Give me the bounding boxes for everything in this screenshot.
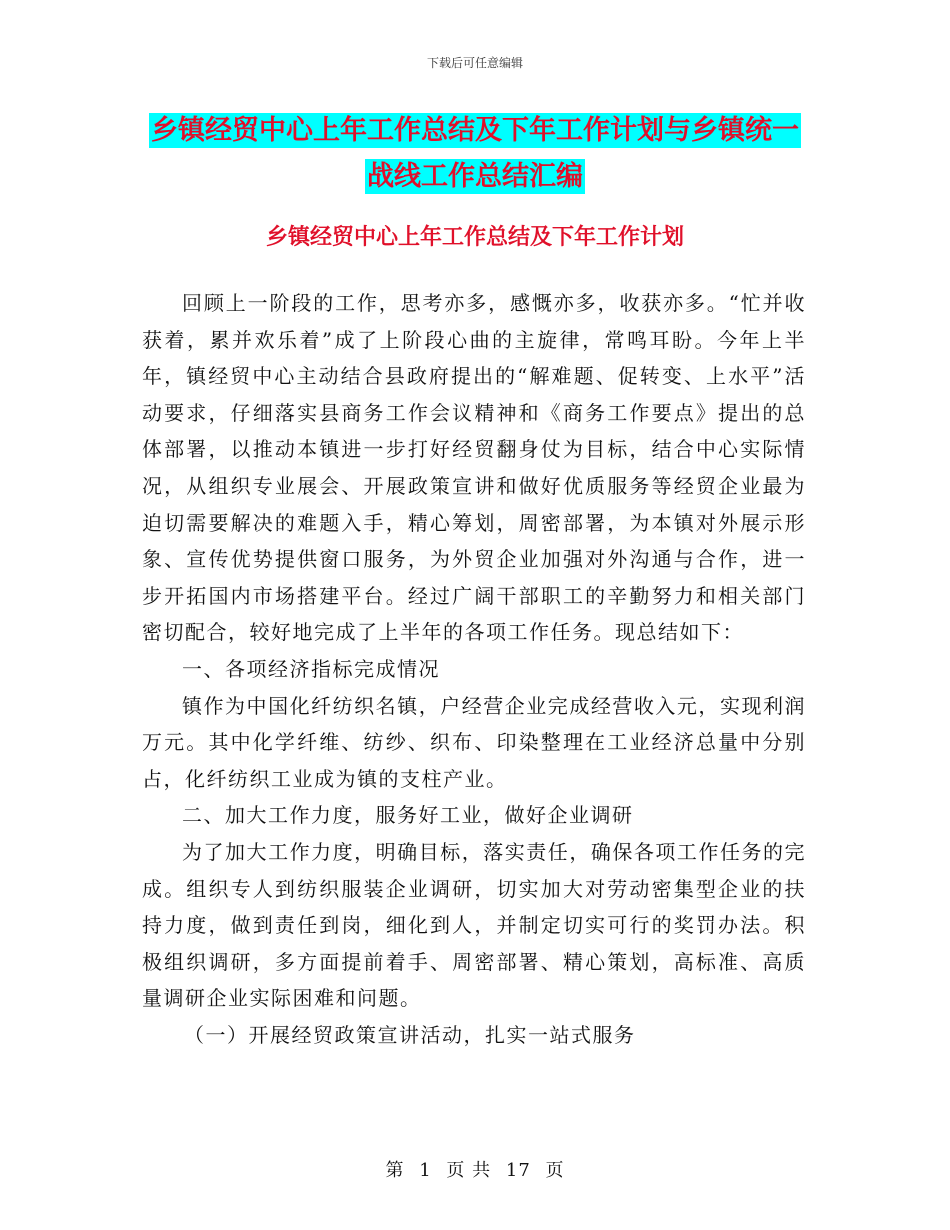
footer-middle: 页 共 bbox=[446, 1160, 492, 1181]
paragraph-economic: 镇作为中国化纤纺织名镇，户经营企业完成经营收入元，实现利润万元。其中化学纤维、纺纱、织布、印染整理在工业经济总量中分别占，化纤纺织工业成为镇的支柱产业。 bbox=[142, 693, 806, 791]
paragraph-intro: 回顾上一阶段的工作，思考亦多，感慨亦多，收获亦多。“忙并收获着，累并欢乐着”成了上阶段心曲的主旋律，常鸣耳盼。今年上半年，镇经贸中心主动结合县政府提出的“解难题、促转变、上水平”活动要求，仔细落实县商务工作会议精神和《商务工作要点》提出的总体部署，以推动本镇进一步打好经贸翻身仗为目标，结合中心实际情况，从组织专业展会、开展政策宣讲和做好优质服务等经贸企业最为迫切需要解决的难题入手，精心筹划，周密部署，为本镇对外展示形象、宣传优势提供窗口服务，为外贸企业加强对外沟通与合作，进一步开拓国内市场搭建平台。经过广阔干部职工的辛勤努力和相关部门密切配合，较好地完成了上半年的各项工作任务。现总结如下： bbox=[142, 291, 806, 645]
download-note: 下载后可任意编辑 bbox=[426, 56, 523, 70]
page-footer bbox=[0, 1156, 950, 1182]
total-page-count: 17 bbox=[505, 1160, 531, 1181]
footer-prefix: 第 bbox=[385, 1160, 405, 1181]
footer-suffix: 页 bbox=[545, 1160, 565, 1181]
current-page-number: 1 bbox=[419, 1160, 432, 1181]
body-text bbox=[142, 285, 806, 1053]
main-title-text: 乡镇经贸中心上年工作总结及下年工作计划与乡镇统一战线工作总结汇编 bbox=[151, 115, 799, 192]
heading-work-intensity: 二、加大工作力度，服务好工业，做好企业调研 bbox=[182, 803, 634, 828]
section-title: 乡镇经贸中心上年工作总结及下年工作计划 bbox=[265, 225, 684, 250]
paragraph-research: 为了加大工作力度，明确目标，落实责任，确保各项工作任务的完成。组织专人到纺织服装企业调研，切实加大对劳动密集型企业的扶持力度，做到责任到岗，细化到人，并制定切实可行的奖罚办法。积极组织调研，多方面提前着手、周密部署、精心策划，高标准、高质量调研企业实际困难和问题。 bbox=[142, 839, 806, 1011]
main-title bbox=[140, 108, 810, 200]
heading-policy-promotion: （一）开展经贸政策宣讲活动，扎实一站式服务 bbox=[184, 1022, 636, 1047]
heading-economic-indicators: 一、各项经济指标完成情况 bbox=[182, 656, 440, 681]
